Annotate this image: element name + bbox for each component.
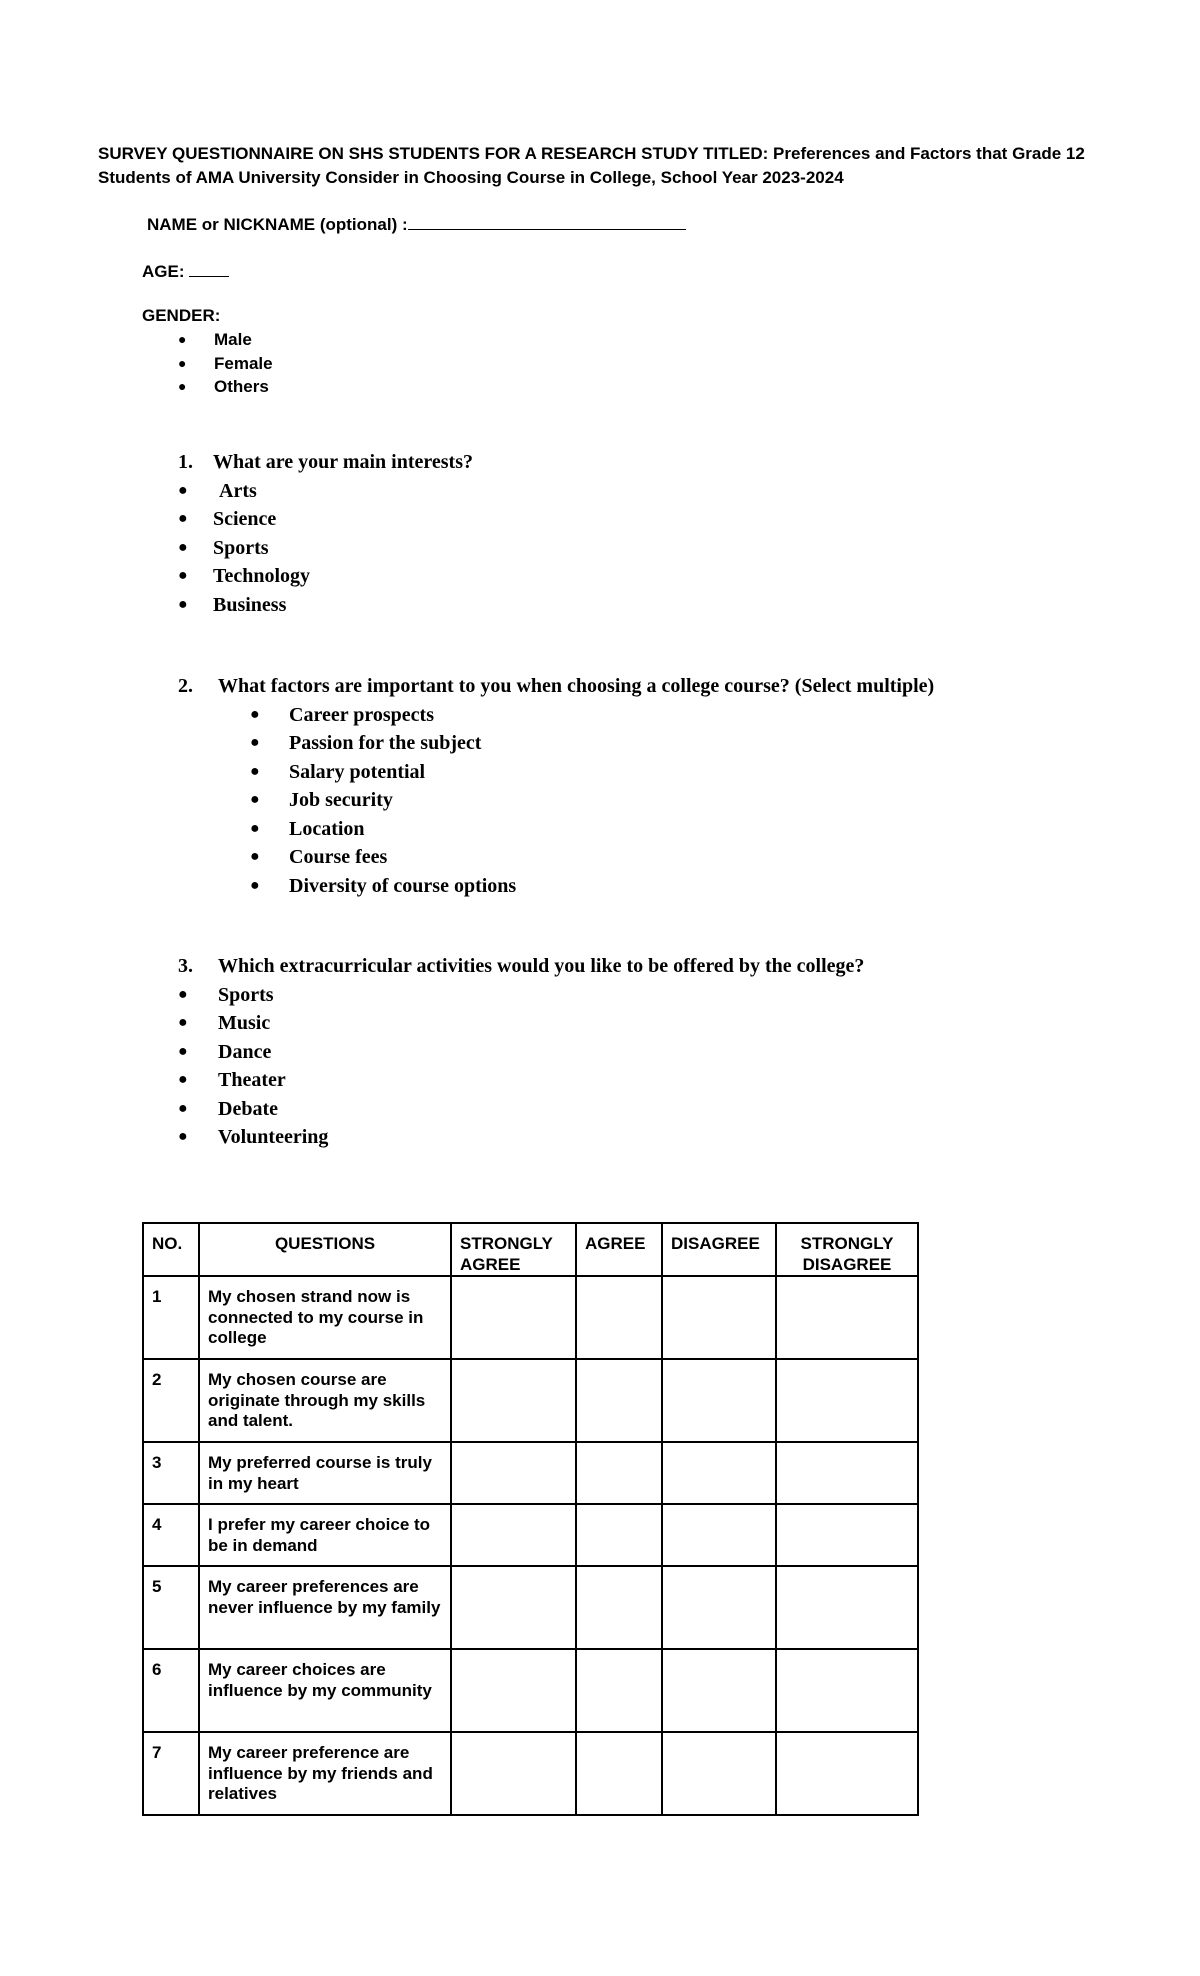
bullet-icon: ● — [250, 876, 260, 894]
cell-strongly-disagree[interactable] — [776, 1359, 918, 1442]
question-2-head — [178, 672, 934, 701]
bullet-icon: ● — [178, 331, 187, 347]
option-theater[interactable]: ● Theater — [178, 1066, 864, 1095]
option-arts[interactable]: ● Arts — [178, 477, 473, 506]
question-3 — [178, 952, 864, 1152]
cell-strongly-disagree[interactable] — [776, 1649, 918, 1732]
option-science[interactable]: ● Science — [178, 505, 473, 534]
table-row — [143, 1442, 918, 1504]
bullet-icon: ● — [178, 1042, 188, 1060]
header-strongly-agree: STRONGLY AGREE — [451, 1223, 576, 1276]
header-disagree: DISAGREE — [662, 1223, 776, 1276]
cell-disagree[interactable] — [662, 1649, 776, 1732]
question-number: 3. — [178, 955, 193, 977]
cell-agree[interactable] — [576, 1504, 662, 1566]
option-passion[interactable]: ● Passion for the subject — [178, 729, 934, 758]
cell-agree[interactable] — [576, 1442, 662, 1504]
cell-disagree[interactable] — [662, 1504, 776, 1566]
option-dance[interactable]: ● Dance — [178, 1038, 864, 1067]
question-number: 1. — [178, 451, 193, 473]
cell-strongly-agree[interactable] — [451, 1442, 576, 1504]
bullet-icon: ● — [250, 791, 260, 808]
cell-strongly-disagree[interactable] — [776, 1732, 918, 1815]
cell-disagree[interactable] — [662, 1732, 776, 1815]
bullet-icon: ● — [178, 595, 188, 613]
question-1-head — [178, 448, 473, 477]
option-salary[interactable]: ● Salary potential — [178, 758, 934, 787]
bullet-icon: ● — [250, 734, 260, 751]
bullet-icon: ● — [178, 985, 188, 1003]
option-sports[interactable]: ● Sports — [178, 981, 864, 1010]
bullet-icon: ● — [178, 538, 188, 556]
cell-disagree[interactable] — [662, 1276, 776, 1359]
row-number: 1 — [143, 1276, 199, 1359]
question-1 — [178, 448, 473, 619]
cell-strongly-agree[interactable] — [451, 1359, 576, 1442]
table-header-row — [143, 1223, 918, 1276]
cell-disagree[interactable] — [662, 1442, 776, 1504]
table-row — [143, 1566, 918, 1649]
cell-agree[interactable] — [576, 1359, 662, 1442]
header-questions: QUESTIONS — [199, 1223, 451, 1276]
question-text: What are your main interests? — [213, 451, 473, 473]
header-no: NO. — [143, 1223, 199, 1276]
bullet-icon: ● — [178, 481, 188, 499]
age-label: AGE: — [142, 262, 185, 281]
name-input-line[interactable] — [408, 213, 686, 230]
bullet-icon: ● — [178, 1128, 188, 1145]
table-row — [143, 1276, 918, 1359]
row-number: 5 — [143, 1566, 199, 1649]
question-2 — [178, 672, 934, 900]
option-job-security[interactable]: ● Job security — [178, 786, 934, 815]
question-text: What factors are important to you when choosing a college course? (Select multiple) — [218, 675, 935, 697]
option-music[interactable]: ● Music — [178, 1009, 864, 1038]
question-number: 2. — [178, 675, 193, 697]
row-number: 6 — [143, 1649, 199, 1732]
option-volunteering[interactable]: ● Volunteering — [178, 1123, 864, 1152]
name-field — [147, 213, 686, 235]
cell-agree[interactable] — [576, 1276, 662, 1359]
bullet-icon: ● — [178, 378, 187, 394]
row-question: My preferred course is truly in my heart — [199, 1442, 451, 1504]
cell-strongly-agree[interactable] — [451, 1649, 576, 1732]
bullet-icon: ● — [250, 819, 260, 837]
row-question: My career choices are influence by my community — [199, 1649, 451, 1732]
option-sports[interactable]: ● Sports — [178, 534, 473, 563]
row-number: 2 — [143, 1359, 199, 1442]
bullet-icon: ● — [178, 1014, 188, 1031]
bullet-icon: ● — [178, 1099, 188, 1117]
option-course-fees[interactable]: ● Course fees — [178, 843, 934, 872]
bullet-icon: ● — [178, 1071, 188, 1088]
table-row — [143, 1649, 918, 1732]
table-row — [143, 1359, 918, 1442]
age-field — [142, 260, 229, 282]
survey-title: SURVEY QUESTIONNAIRE ON SHS STUDENTS FOR A RESEARCH STUDY TITLED: Preferences and Factors that Grade 12 Students of AMA University Consider in Choosing Course in College, School Year 2023-2024 — [98, 144, 1085, 187]
option-technology[interactable]: ● Technology — [178, 562, 473, 591]
row-number: 4 — [143, 1504, 199, 1566]
cell-strongly-disagree[interactable] — [776, 1276, 918, 1359]
cell-agree[interactable] — [576, 1732, 662, 1815]
cell-strongly-disagree[interactable] — [776, 1566, 918, 1649]
bullet-icon: ● — [178, 510, 188, 527]
option-location[interactable]: ● Location — [178, 815, 934, 844]
option-business[interactable]: ● Business — [178, 591, 473, 620]
bullet-icon: ● — [250, 762, 260, 780]
question-3-head — [178, 952, 864, 981]
row-question: My chosen course are originate through my skills and talent. — [199, 1359, 451, 1442]
header-agree: AGREE — [576, 1223, 662, 1276]
bullet-icon: ● — [250, 705, 260, 723]
table-row — [143, 1504, 918, 1566]
gender-option-female[interactable]: ● Female — [142, 352, 273, 376]
cell-disagree[interactable] — [662, 1566, 776, 1649]
bullet-icon: ● — [250, 848, 260, 865]
cell-strongly-agree[interactable] — [451, 1566, 576, 1649]
age-input-line[interactable] — [189, 260, 229, 277]
cell-strongly-agree[interactable] — [451, 1504, 576, 1566]
cell-agree[interactable] — [576, 1649, 662, 1732]
cell-agree[interactable] — [576, 1566, 662, 1649]
row-number: 3 — [143, 1442, 199, 1504]
gender-label: GENDER: — [142, 306, 221, 325]
bullet-icon: ● — [178, 567, 188, 584]
name-label: NAME or NICKNAME (optional) : — [147, 215, 408, 234]
row-question: I prefer my career choice to be in demand — [199, 1504, 451, 1566]
option-career-prospects[interactable]: ● Career prospects — [178, 701, 934, 730]
bullet-icon: ● — [178, 354, 187, 371]
gender-option-others[interactable]: ● Others — [142, 375, 273, 399]
row-question: My chosen strand now is connected to my course in college — [199, 1276, 451, 1359]
cell-strongly-agree[interactable] — [451, 1732, 576, 1815]
cell-strongly-agree[interactable] — [451, 1276, 576, 1359]
gender-option-male[interactable]: ● Male — [142, 328, 273, 352]
row-number: 7 — [143, 1732, 199, 1815]
option-diversity[interactable]: ● Diversity of course options — [178, 872, 934, 901]
cell-strongly-disagree[interactable] — [776, 1504, 918, 1566]
gender-options — [142, 328, 273, 399]
row-question: My career preferences are never influence by my family — [199, 1566, 451, 1649]
option-debate[interactable]: ● Debate — [178, 1095, 864, 1124]
likert-table — [142, 1222, 919, 1816]
header-strongly-disagree: STRONGLY DISAGREE — [776, 1223, 918, 1276]
question-text: Which extracurricular activities would you like to be offered by the college? — [218, 955, 865, 977]
row-question: My career preference are influence by my friends and relatives — [199, 1732, 451, 1815]
cell-strongly-disagree[interactable] — [776, 1442, 918, 1504]
table-row — [143, 1732, 918, 1815]
cell-disagree[interactable] — [662, 1359, 776, 1442]
